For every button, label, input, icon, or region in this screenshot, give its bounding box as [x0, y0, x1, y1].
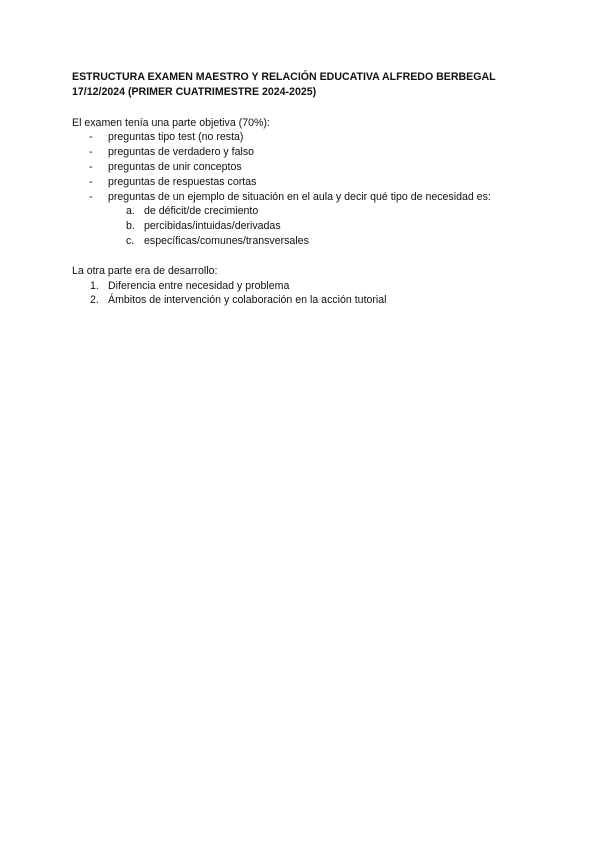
- sub-list-item: [108, 234, 542, 249]
- number-marker: 1.: [90, 279, 99, 292]
- development-list: [72, 279, 542, 309]
- development-intro: La otra parte era de desarrollo:: [72, 264, 218, 277]
- letter-marker: a.: [126, 205, 135, 218]
- list-item-text: preguntas tipo test (no resta): [108, 131, 244, 144]
- letter-marker: c.: [126, 234, 135, 247]
- list-item-text: Diferencia entre necesidad y problema: [108, 279, 290, 292]
- dash-marker: -: [89, 146, 93, 159]
- sub-list-item: [108, 204, 542, 219]
- list-item-text: Ámbitos de intervención y colaboración en la acción tutorial: [108, 294, 387, 307]
- list-item-text: preguntas de verdadero y falso: [108, 146, 255, 159]
- document-title: [72, 70, 542, 100]
- list-item: [72, 130, 542, 145]
- sub-list-item: [108, 219, 542, 234]
- number-marker: 2.: [90, 294, 99, 307]
- document-content: [72, 70, 542, 308]
- list-item: [72, 279, 542, 294]
- sub-list-item-text: específicas/comunes/transversales: [144, 234, 309, 247]
- dash-marker: -: [89, 160, 93, 173]
- list-item: [72, 190, 542, 249]
- list-item-text: preguntas de un ejemplo de situación en el aula y decir qué tipo de necesidad es:: [108, 190, 491, 203]
- list-item: [72, 293, 542, 308]
- sub-list-item-text: de déficit/de crecimiento: [144, 205, 259, 218]
- dash-marker: -: [89, 175, 93, 188]
- need-types-list: [108, 204, 542, 248]
- list-item-text: preguntas de respuestas cortas: [108, 175, 257, 188]
- list-item: [72, 175, 542, 190]
- dash-marker: -: [89, 131, 93, 144]
- title-line-2: 17/12/2024 (PRIMER CUATRIMESTRE 2024-2025): [72, 85, 317, 98]
- list-item-text: preguntas de unir conceptos: [108, 160, 242, 173]
- sub-list-item-text: percibidas/intuidas/derivadas: [144, 220, 281, 233]
- objective-intro: El examen tenía una parte objetiva (70%):: [72, 116, 270, 129]
- dash-marker: -: [89, 190, 93, 203]
- list-item: [72, 145, 542, 160]
- list-item: [72, 160, 542, 175]
- letter-marker: b.: [126, 220, 135, 233]
- title-line-1: ESTRUCTURA EXAMEN MAESTRO Y RELACIÓN EDUCATIVA ALFREDO BERBEGAL: [72, 71, 496, 83]
- objective-list: [72, 130, 542, 248]
